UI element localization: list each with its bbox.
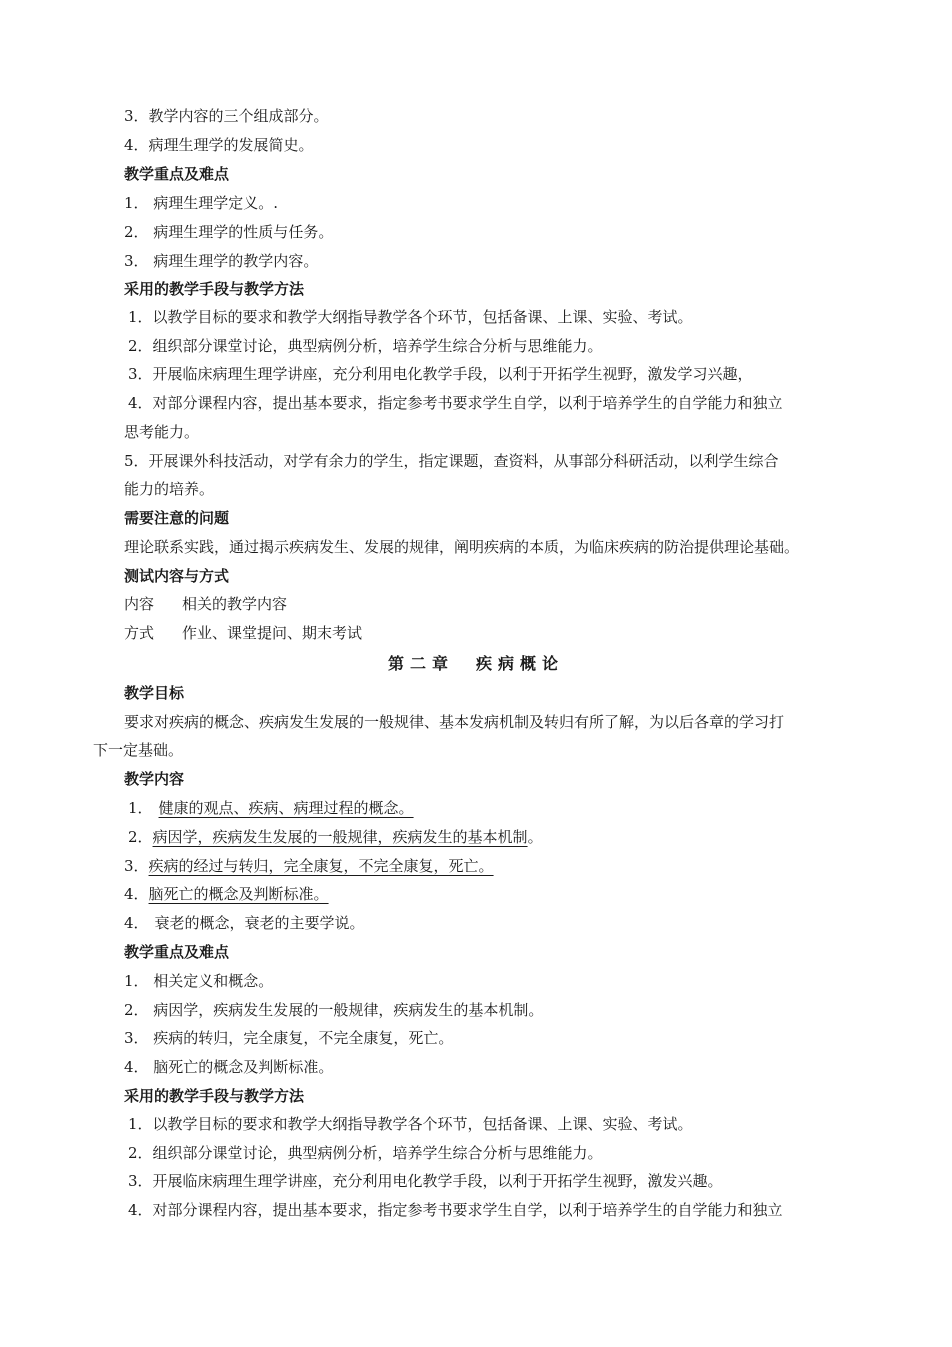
method-3: 3．开展临床病理生理学讲座，充分利用电化教学手段，以利于开拓学生视野，激发学习兴趣， — [128, 365, 753, 383]
method-5-continued: 能力的培养。 — [124, 480, 215, 498]
key-point-1: 1． 相关定义和概念。 — [124, 972, 274, 990]
key-point-3: 3． 病理生理学的教学内容。 — [124, 252, 319, 270]
content-item — [124, 913, 365, 933]
content-item-number: 3． — [124, 857, 149, 875]
method-2: 2．组织部分课堂讨论，典型病例分析，培养学生综合分析与思维能力。 — [128, 1144, 603, 1162]
content-item-tail: 。 — [527, 828, 543, 846]
content-item — [128, 798, 414, 818]
method-4: 4．对部分课程内容，提出基本要求，指定参考书要求学生自学，以利于培养学生的自学能力和独立 — [128, 394, 783, 412]
content-item-text: 健康的观点、疾病、病理过程的概念。 — [158, 799, 414, 817]
content-item-text: 脑死亡的概念及判断标准。 — [148, 885, 329, 903]
key-point-1: 1． 病理生理学定义。. — [124, 194, 279, 212]
content-item-number: 4． — [124, 914, 149, 932]
test-heading: 测试内容与方式 — [124, 567, 230, 585]
content-item-4: 4．病理生理学的发展简史。 — [124, 136, 314, 154]
content-item-text: 衰老的概念，衰老的主要学说。 — [154, 914, 365, 932]
method-4: 4．对部分课程内容，提出基本要求，指定参考书要求学生自学，以利于培养学生的自学能力和独立 — [128, 1201, 783, 1219]
chapter-title — [0, 654, 952, 674]
content-item — [128, 827, 543, 847]
test-method-value: 作业、课堂提问、期末考试 — [182, 624, 363, 642]
key-point-2: 2． 病理生理学的性质与任务。 — [124, 223, 334, 241]
test-content-value: 相关的教学内容 — [182, 595, 288, 613]
key-point-3: 3． 疾病的转归，完全康复，不完全康复，死亡。 — [124, 1029, 454, 1047]
methods-heading: 采用的教学手段与教学方法 — [124, 1087, 305, 1105]
content-item-number: 1． — [128, 799, 153, 817]
chapter-number: 第二章 — [387, 654, 454, 673]
method-2: 2．组织部分课堂讨论，典型病例分析，培养学生综合分析与思维能力。 — [128, 337, 603, 355]
content-heading: 教学内容 — [124, 770, 185, 788]
content-item-number: 4． — [124, 885, 149, 903]
content-item-number: 2． — [128, 828, 153, 846]
test-content-label: 内容 — [124, 595, 155, 613]
key-point-4: 4． 脑死亡的概念及判断标准。 — [124, 1058, 334, 1076]
methods-heading: 采用的教学手段与教学方法 — [124, 280, 305, 298]
method-1: 1．以教学目标的要求和教学大纲指导教学各个环节，包括备课、上课、实验、考试。 — [128, 308, 693, 326]
notes-heading: 需要注意的问题 — [124, 509, 230, 527]
key-points-heading: 教学重点及难点 — [124, 165, 230, 183]
method-1: 1．以教学目标的要求和教学大纲指导教学各个环节，包括备课、上课、实验、考试。 — [128, 1115, 693, 1133]
key-point-2: 2． 病因学，疾病发生发展的一般规律，疾病发生的基本机制。 — [124, 1001, 544, 1019]
method-4-continued: 思考能力。 — [124, 423, 200, 441]
goal-text-line2: 下一定基础。 — [93, 741, 184, 759]
goal-heading: 教学目标 — [124, 684, 185, 702]
test-method-label: 方式 — [124, 624, 155, 642]
chapter-name: 疾病概论 — [476, 654, 565, 673]
notes-text: 理论联系实践，通过揭示疾病发生、发展的规律，阐明疾病的本质，为临床疾病的防治提供理论基础。 — [124, 538, 800, 556]
test-method-row — [124, 623, 362, 643]
goal-text-line1: 要求对疾病的概念、疾病发生发展的一般规律、基本发病机制及转归有所了解，为以后各章的学习打 — [124, 713, 785, 731]
method-3: 3．开展临床病理生理学讲座，充分利用电化教学手段，以利于开拓学生视野，激发兴趣。 — [128, 1172, 723, 1190]
content-item-text: 病因学，疾病发生发展的一般规律，疾病发生的基本机制 — [152, 828, 528, 846]
method-5: 5．开展课外科技活动，对学有余力的学生，指定课题，查资料，从事部分科研活动，以利学生综合 — [124, 452, 779, 470]
test-content-row — [124, 594, 287, 614]
key-points-heading: 教学重点及难点 — [124, 943, 230, 961]
content-item-text: 疾病的经过与转归，完全康复，不完全康复，死亡。 — [148, 857, 494, 875]
content-item — [124, 884, 329, 904]
content-item-3: 3．教学内容的三个组成部分。 — [124, 107, 329, 125]
content-item — [124, 856, 494, 876]
